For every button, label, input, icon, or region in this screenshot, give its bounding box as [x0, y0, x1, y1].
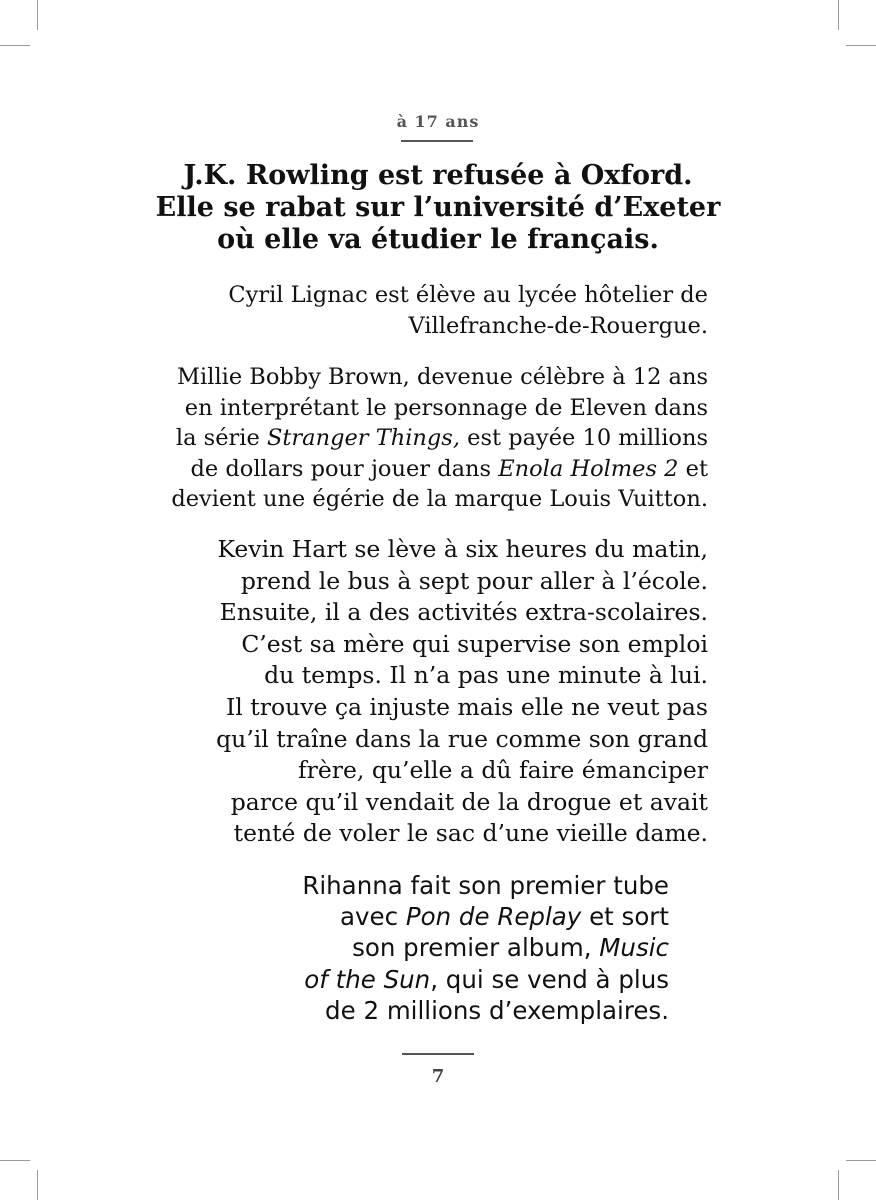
headline-rowling	[150, 160, 726, 256]
text-run: de dollars pour jouer dans	[190, 455, 499, 482]
text-line: Il trouve ça injuste mais elle ne veut pas	[226, 692, 708, 721]
crop-mark-top-left-v	[37, 0, 38, 30]
text-line: devient une égérie de la marque Louis Vuitton.	[171, 486, 708, 512]
crop-mark-top-right-v	[838, 0, 839, 30]
crop-mark-bottom-left-v	[37, 1170, 38, 1200]
text-run: et	[678, 455, 708, 482]
text-run: avec	[339, 902, 406, 932]
headline-line: Elle se rabat sur l’université d’Exeter	[155, 192, 721, 223]
running-header: à 17 ans	[396, 112, 480, 131]
page-number: 7	[431, 1066, 445, 1087]
header-rule	[401, 140, 473, 142]
text-run: la série	[175, 425, 267, 451]
crop-mark-top-right-h	[846, 45, 876, 46]
text-line	[302, 932, 669, 963]
text-line	[302, 901, 669, 932]
text-line: Kevin Hart se lève à six heures du matin,	[217, 535, 708, 563]
text-line: frère, qu’elle a dû faire émanciper	[297, 756, 708, 785]
text-line: en interprétant le personnage de Eleven dans	[184, 394, 708, 421]
text-line	[171, 454, 708, 485]
album-title-part: Music	[599, 933, 669, 963]
text-line: Villefranche-de-Rouergue.	[408, 312, 708, 339]
paragraph-rihanna	[302, 870, 669, 1026]
series-title: Stranger Things,	[266, 425, 460, 451]
text-run: est payée 10 millions	[459, 425, 708, 451]
text-run: et sort	[581, 902, 669, 932]
text-line	[302, 964, 669, 995]
text-line: tenté de voler le sac d’une vieille dame.	[233, 819, 708, 848]
text-line	[171, 423, 708, 454]
text-line: C’est sa mère qui supervise son emploi	[241, 629, 708, 658]
song-title: Pon de Replay	[405, 902, 582, 932]
film-title: Enola Holmes 2	[498, 455, 679, 482]
crop-mark-top-left-h	[0, 45, 30, 46]
text-line: Cyril Lignac est élève au lycée hôtelier de	[228, 282, 708, 308]
text-line: prend le bus à sept pour aller à l’école.	[240, 566, 708, 595]
footer-rule	[402, 1053, 474, 1055]
headline-line: où elle va étudier le français.	[217, 224, 659, 255]
text-line: de 2 millions d’exemplaires.	[325, 995, 669, 1025]
headline-line: J.K. Rowling est refusée à Oxford.	[183, 160, 693, 191]
text-run: , qui se vend à plus	[430, 964, 669, 994]
paragraph-millie-bobby-brown	[171, 362, 708, 515]
crop-mark-bottom-right-v	[838, 1170, 839, 1200]
text-line: qu’il traîne dans la rue comme son grand	[216, 724, 708, 753]
crop-mark-bottom-right-h	[846, 1160, 876, 1161]
album-title-part: of the Sun	[304, 964, 431, 994]
text-line: du temps. Il n’a pas une minute à lui.	[264, 661, 708, 690]
paragraph-kevin-hart	[216, 534, 708, 850]
text-line: Rihanna fait son premier tube	[302, 871, 669, 900]
text-run: son premier album,	[352, 933, 600, 963]
text-line: Millie Bobby Brown, devenue célèbre à 12 ans	[177, 364, 708, 390]
crop-mark-bottom-left-h	[0, 1160, 30, 1161]
text-line: parce qu’il vendait de la drogue et avait	[230, 787, 708, 816]
paragraph-lignac	[228, 280, 708, 341]
text-line: Ensuite, il a des activités extra-scolaires.	[219, 598, 708, 627]
